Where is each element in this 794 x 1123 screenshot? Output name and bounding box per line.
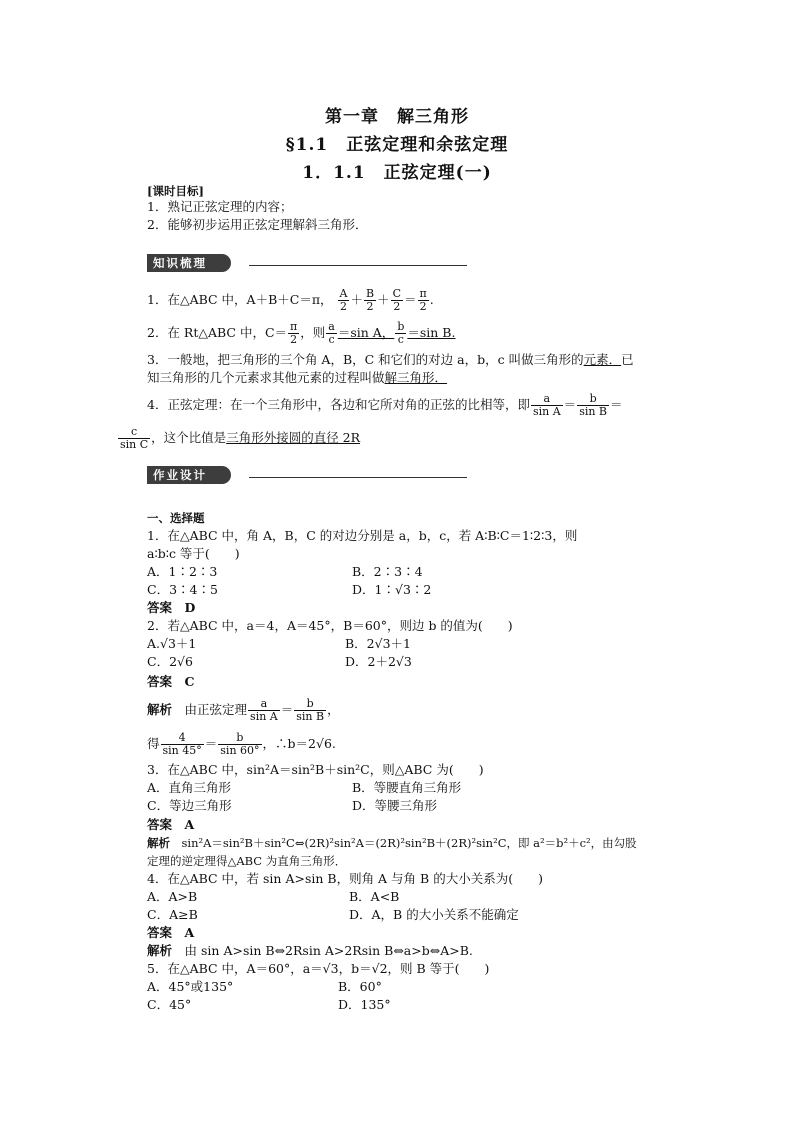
- q2-explanation-2: 得 $\frac{4}{\sin 45^\circ}$ ＝ $\frac{b}{\sin 60^\circ}$ ，∴b＝2√6.: [147, 731, 336, 757]
- section-title: §1.1 正弦定理和余弦定理: [285, 135, 509, 155]
- q3-explanation-2: 定理的逆定理得△ABC 为直角三角形．: [147, 854, 347, 868]
- homework-bar: [147, 466, 467, 484]
- q4-option-d: D．A，B 的大小关系不能确定: [349, 907, 519, 922]
- subsection-title: 1．1.1 正弦定理(一): [302, 163, 492, 183]
- knowledge-p4-line2: $\frac{c}{\text{sin C}}$ ，这个比值是三角形外接圆的直径 2R: [120, 425, 361, 451]
- goal-item-2: 2．能够初步运用正弦定理解斜三角形．: [147, 217, 368, 232]
- knowledge-p1: 1．在△ABC 中，A＋B＋C＝π， $\frac{A}{2}$ ＋ $\frac{B}{2}$ ＋ $\frac{C}{2}$ ＝ $\frac{\pi}{2}$ .: [147, 287, 434, 313]
- frac-4-sin45: $\frac{4}{\sin 45^\circ}$: [162, 731, 202, 757]
- homework-label: 作业设计: [147, 466, 231, 484]
- frac-bc: $\frac{b}{c}$: [397, 320, 405, 346]
- q4-option-c: C．A≥B: [147, 907, 198, 922]
- q2-option-d: D．2＋2√3: [345, 654, 412, 669]
- frac-b-sinB: $\frac{b}{\text{sin B}}$: [579, 392, 608, 418]
- q4-option-a: A．A>B: [147, 889, 198, 904]
- frac-ac: $\frac{a}{c}$: [328, 320, 335, 346]
- bar-rule: [249, 477, 467, 478]
- q3-option-b: B．等腰直角三角形: [352, 780, 462, 795]
- bar-rule: [249, 265, 467, 266]
- q1-option-c: C．3∶4∶5: [147, 582, 218, 597]
- chapter-title: 第一章 解三角形: [325, 107, 469, 127]
- part-heading: 一、选择题: [147, 511, 205, 525]
- q3-line: 3．在△ABC 中，sin²A＝sin²B＋sin²C，则△ABC 为( ): [147, 762, 484, 777]
- q1-option-d: D．1∶√3∶2: [352, 582, 432, 597]
- knowledge-bar: [147, 254, 467, 272]
- q4-line: 4．在△ABC 中，若 sin A>sin B，则角 A 与角 B 的大小关系为( ): [147, 871, 543, 886]
- frac-b-sin60: $\frac{b}{\sin 60^\circ}$: [220, 731, 260, 757]
- frac-pi2: $\frac{\pi}{2}$: [419, 287, 427, 313]
- knowledge-p3-line1: 3．一般地，把三角形的三个角 A，B，C 和它们的对边 a，b，c 叫做三角形的元素．已: [147, 352, 634, 367]
- frac-a2: $\frac{A}{2}$: [339, 287, 348, 313]
- q3-answer: 答案 A: [147, 817, 195, 832]
- q4-answer: 答案 A: [147, 925, 195, 940]
- knowledge-p3-line2: 知三角形的几个元素求其他元素的过程叫做解三角形．: [147, 370, 448, 385]
- q2-line: 2．若△ABC 中，a＝4，A＝45°，B＝60°，则边 b 的值为( ): [147, 618, 513, 633]
- q1-option-b: B．2∶3∶4: [352, 564, 423, 579]
- q2-explanation-1: 解析 由正弦定理 $\frac{a}{\text{sin A}}$ ＝ $\frac{b}{\text{sin B}}$ ，: [147, 697, 340, 723]
- frac-b2: $\frac{B}{2}$: [366, 287, 375, 313]
- q1-option-a: A．1∶2∶3: [147, 564, 218, 579]
- knowledge-p2: 2．在 Rt△ABC 中，C＝ $\frac{\pi}{2}$ ，则 $\frac{a}{c}$ ＝sin A， $\frac{b}{c}$ ＝sin B.: [147, 320, 456, 346]
- q5-option-d: D．135°: [338, 997, 391, 1012]
- q5-line: 5．在△ABC 中，A＝60°，a＝√3，b＝√2，则 B 等于( ): [147, 961, 490, 976]
- bar-dot-icon: [231, 259, 239, 267]
- goal-item-1: 1．熟记正弦定理的内容；: [147, 199, 293, 214]
- q5-option-c: C．45°: [147, 997, 192, 1012]
- bar-dot-icon: [231, 471, 239, 479]
- q2-option-c: C．2√6: [147, 654, 193, 669]
- frac-pi2b: $\frac{\pi}{2}$: [290, 320, 298, 346]
- frac-c2: $\frac{C}{2}$: [392, 287, 402, 313]
- q2-option-a: A.√3＋1: [147, 636, 197, 651]
- frac-c-sinC: $\frac{c}{\text{sin C}}$: [120, 425, 149, 451]
- q2-option-b: B．2√3＋1: [345, 636, 412, 651]
- knowledge-p4-line1: 4．正弦定理：在一个三角形中，各边和它所对角的正弦的比相等，即 $\frac{a}{\text{sin A}}$ ＝ $\frac{b}{\text{sin B}}$ ＝: [147, 392, 623, 418]
- frac-b-sinB-2: $\frac{b}{\text{sin B}}$: [296, 697, 325, 723]
- goals-header: [课时目标]: [147, 184, 204, 198]
- frac-a-sinA-2: $\frac{a}{\text{sin A}}$: [250, 697, 278, 723]
- knowledge-label: 知识梳理: [147, 254, 231, 272]
- q4-explanation: 解析 由 sin A>sin B⇔2Rsin A>2Rsin B⇔a>b⇔A>B.: [147, 943, 473, 958]
- q3-explanation-1: 解析 sin²A＝sin²B＋sin²C⇔(2R)²sin²A＝(2R)²sin²B＋(2R)²sin²C，即 a²＝b²＋c²，由勾股: [147, 836, 637, 850]
- q1-line2: a∶b∶c 等于( ): [147, 546, 240, 561]
- frac-a-sinA: $\frac{a}{\text{sin A}}$: [532, 392, 561, 418]
- q5-option-a: A．45°或135°: [147, 979, 234, 994]
- q3-option-a: A．直角三角形: [147, 780, 232, 795]
- q3-option-d: D．等腰三角形: [352, 798, 438, 813]
- q1-answer: 答案 D: [147, 600, 196, 615]
- q1-line1: 1．在△ABC 中，角 A，B，C 的对边分别是 a，b，c，若 A∶B∶C＝1∶2∶3，则: [147, 528, 578, 543]
- q4-option-b: B．A<B: [349, 889, 400, 904]
- q2-answer: 答案 C: [147, 674, 195, 689]
- q5-option-b: B．60°: [338, 979, 382, 994]
- q3-option-c: C．等边三角形: [147, 798, 232, 813]
